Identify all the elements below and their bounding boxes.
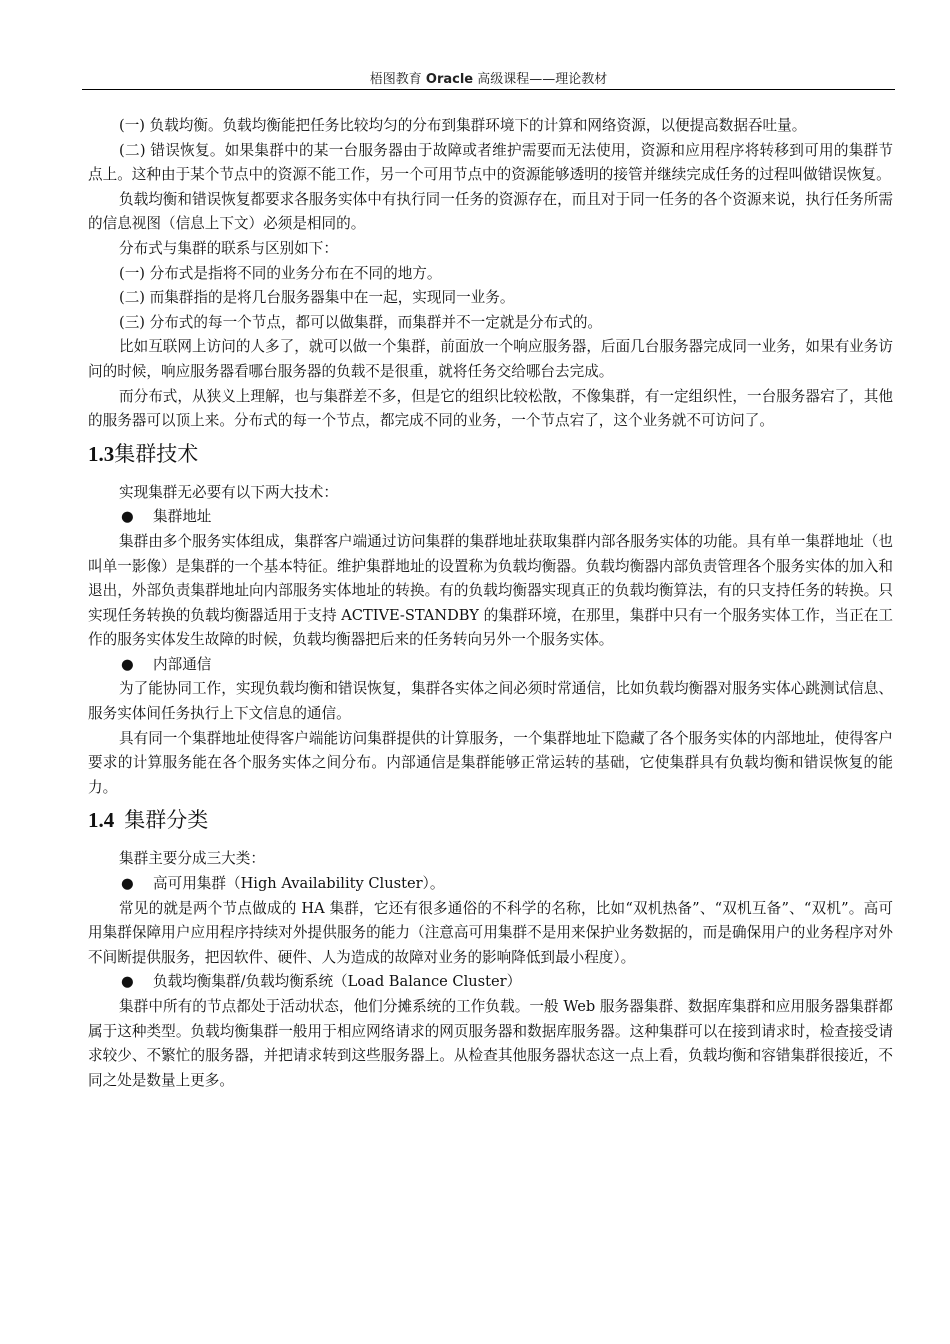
paragraph-cluster-address: 集群由多个服务实体组成，集群客户端通过访问集群的集群地址获取集群内部各服务实体的功能。具有单一集群地址（也叫单一影像）是集群的一个基本特征。维护集群地址的设置称为负载均衡器。负载均衡器内部负责管理各个服务实体的加入和退出，外部负责集群地址向内部服务实体地址的转换。有的负载均衡器实现真正的负载均衡算法，有的只支持任务的转换。只实现任务转换的负载均衡器适用于支持 ACTIVE-STANDBY 的集群环境，在那里，集群中只有一个服务实体工作，当正在工作的服务实体发生故障的时候，负载均衡器把后来的任务转向另外一个服务实体。 [88, 532, 893, 649]
header-suffix: 高级课程——理论教材 [473, 72, 608, 87]
paragraph-internet-example: 比如互联网上访问的人多了，就可以做一个集群，前面放一个响应服务器，后面几台服务器完成同一业务，如果有业务访问的时候，响应服务器看哪台服务器的负载不是很重，就将任务交给哪台去完成。 [88, 338, 893, 380]
section-number: 1.3 [88, 441, 115, 466]
list-item-1: (一) 分布式是指将不同的业务分布在不同的地方。 [119, 264, 442, 282]
bullet-label: 高可用集群（High Availability Cluster）。 [153, 875, 445, 893]
section-heading-1-4 [88, 805, 893, 835]
bullet-icon: ● [121, 655, 134, 673]
section-title: 集群技术 [114, 441, 199, 466]
bullet-label: 内部通信 [153, 655, 212, 673]
paragraph-shared-address: 具有同一个集群地址使得客户端能访问集群提供的计算服务，一个集群地址下隐藏了各个服务实体的内部地址，使得客户要求的计算服务能在各个服务实体之间分布。内部通信是集群能够正常运转的基础，它使集群具有负载均衡和错误恢复的能力。 [88, 729, 893, 796]
section-intro: 集群主要分成三大类： [119, 850, 265, 868]
bullet-item [88, 653, 893, 678]
paragraph-distributed-explained: 而分布式，从狭义上理解，也与集群差不多，但是它的组织比较松散，不像集群，有一定组织性，一台服务器宕了，其他的服务器可以顶上来。分布式的每一个节点，都完成不同的业务，一个节点宕了，这个业务就不可访问了。 [88, 387, 893, 430]
header-brand: Oracle [425, 72, 474, 87]
bullet-icon: ● [121, 875, 134, 893]
paragraph-distributed-vs-cluster: 分布式与集群的联系与区别如下： [119, 239, 338, 257]
paragraph-internal-communication: 为了能协同工作，实现负载均衡和错误恢复，集群各实体之间必须时常通信，比如负载均衡器对服务实体心跳测试信息、服务实体间任务执行上下文信息的通信。 [88, 680, 893, 723]
paragraph-load-balance-cluster: 集群中所有的节点都处于活动状态，他们分摊系统的工作负载。一般 Web 服务器集群、数据库集群和应用服务器集群都属于这种类型。负载均衡集群一般用于相应网络请求的网页服务器和数据库服务器。这种集群可以在接到请求时，检查接受请求较少、不繁忙的服务器，并把请求转到这些服务器上。从检查其他服务器状态这一点上看，负载均衡和容错集群很接近，不同之处是数量上更多。 [88, 998, 893, 1089]
section-title: 集群分类 [124, 808, 209, 833]
header-prefix: 梧图教育 [369, 72, 426, 87]
document-body [88, 114, 893, 1093]
bullet-label: 负载均衡集群/负载均衡系统（Load Balance Cluster） [153, 973, 522, 991]
bullet-item [88, 872, 893, 897]
page-header [82, 70, 895, 90]
paragraph-ha-cluster: 常见的就是两个节点做成的 HA 集群，它还有很多通俗的不科学的名称，比如“双机热备”、“双机互备”、“双机”。高可用集群保障用户应用程序持续对外提供服务的能力（注意高可用集群不是用来保护业务数据的，而是确保用户的业务程序对外不间断提供服务，把因软件、硬件、人为造成的故障对业务的影响降低到最小程度）。 [88, 899, 893, 966]
bullet-label: 集群地址 [153, 508, 212, 526]
header-divider [82, 89, 895, 90]
bullet-item [88, 970, 893, 995]
bullet-icon: ● [121, 973, 134, 991]
paragraph-requirements: 负载均衡和错误恢复都要求各服务实体中有执行同一任务的资源存在，而且对于同一任务的各个资源来说，执行任务所需的信息视图（信息上下文）必须是相同的。 [88, 190, 893, 233]
section-heading-1-3 [88, 439, 893, 469]
bullet-icon: ● [121, 508, 134, 526]
paragraph-error-recovery: (二) 错误恢复。如果集群中的某一台服务器由于故障或者维护需要而无法使用，资源和应用程序将转移到可用的集群节点上。这种由于某个节点中的资源不能工作，另一个可用节点中的资源能够透明的接管并继续完成任务的过程叫做错误恢复。 [88, 141, 893, 184]
bullet-item [88, 505, 893, 530]
paragraph-load-balancing: (一) 负载均衡。负载均衡能把任务比较均匀的分布到集群环境下的计算和网络资源，以便提高数据吞吐量。 [119, 117, 807, 134]
section-intro: 实现集群无必要有以下两大技术： [119, 483, 338, 501]
list-item-2: (二) 而集群指的是将几台服务器集中在一起，实现同一业务。 [119, 289, 515, 307]
section-number: 1.4 [88, 808, 115, 833]
list-item-3: (三) 分布式的每一个节点，都可以做集群，而集群并不一定就是分布式的。 [119, 313, 603, 331]
